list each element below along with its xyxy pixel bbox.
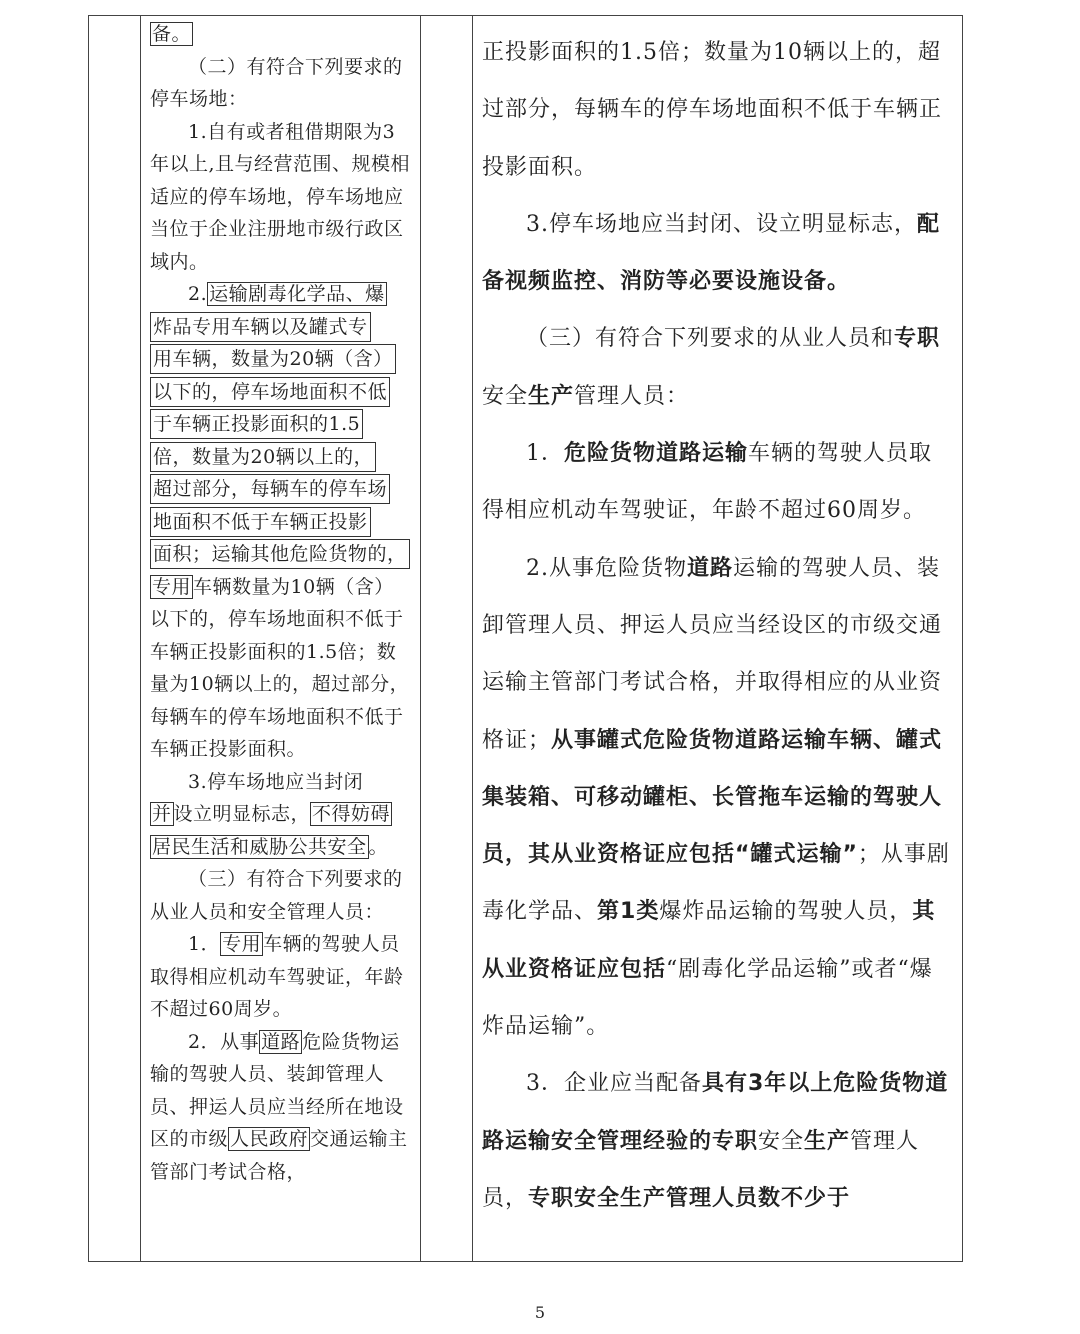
revision-mark: 用车辆，数量为20辆（含） <box>150 343 412 376</box>
section-heading: （三）有符合下列要求的从业人员和安全管理人员： <box>150 868 403 923</box>
clause-2-continued: 专用 车辆数量为10辆（含）以下的，停车场地面积不低于车辆正投影面积的1.5倍；数量为10辆以上的，超过部分，每辆车的停车场地面积不低于车辆正投影面积。 <box>150 575 410 760</box>
revision-mark: 倍，数量为20辆以上的， <box>150 441 412 474</box>
clause-1: 1.自有或者租借期限为3年以上,且与经营范围、规模相适应的停车场地，停车场地应当位于企业注册地市级行政区域内。 <box>150 120 411 273</box>
revision-mark: 居民生活和威胁公共安全 <box>152 835 367 858</box>
revision-mark: 运输剧毒化学品、爆 <box>209 283 385 305</box>
revision-mark: 并 <box>152 803 172 825</box>
revision-mark: 于车辆正投影面积的1.5 <box>150 408 412 441</box>
clause-2: 2. 运输剧毒化学品、爆 <box>188 283 385 305</box>
page-number: 5 <box>534 1303 546 1322</box>
clause-2: 2．从事 道路 危险货物运输的驾驶人员、装卸管理人员、押运人员应当经所在地设区的市级 人民政府 交通运输主管部门考试合格， <box>150 1030 408 1183</box>
revision-mark: 不得妨碍 <box>312 803 391 825</box>
revision-mark: 炸品专用车辆以及罐式专 <box>150 311 412 344</box>
revision-mark: 专用 <box>222 933 262 955</box>
clause-3-continued: 并 设立明显标志， 不得妨碍 <box>152 803 391 825</box>
revision-mark: 道路 <box>261 1030 301 1053</box>
revision-mark: 专用 <box>152 575 192 598</box>
text-line: 备。 <box>152 23 192 45</box>
revision-mark: 人民政府 <box>230 1128 309 1150</box>
clause-1: 1． 专用 车辆的驾驶人员取得相应机动车驾驶证，年龄不超过60周岁。 <box>150 933 404 1020</box>
clause-2: 2.从事危险货物道路运输的驾驶人员、装卸管理人员、押运人员应当经设区的市级交通运输主管部门考试合格，并取得相应的从业资格证；从事罐式危险货物道路运输车辆、罐式集装箱、可移动罐柜、长管拖车运输的驾驶人员，其从业资格证应包括“罐式运输”；从事剧毒化学品、第1类爆炸品运输的驾驶人员，其从业资格证应包括“剧毒化学品运输”或者“爆炸品运输”。 <box>482 555 950 1040</box>
revision-mark: 超过部分，每辆车的停车场 <box>150 473 412 506</box>
clause-3: 3.停车场地应当封闭 <box>188 770 364 793</box>
clause-3-continued: 居民生活和威胁公共安全 。 <box>152 835 389 858</box>
revision-mark: 地面积不低于车辆正投影 <box>150 506 412 539</box>
column-divider <box>140 15 141 1262</box>
original-text-column <box>150 18 412 1188</box>
paragraph: 正投影面积的1.5倍；数量为10辆以上的，超过部分，每辆车的停车场地面积不低于车辆正投影面积。 <box>482 40 943 180</box>
section-heading: （二）有符合下列要求的停车场地： <box>150 55 403 110</box>
revision-mark: 以下的，停车场地面积不低 <box>150 376 412 409</box>
section-heading: （三）有符合下列要求的从业人员和专职安全生产管理人员： <box>482 326 941 409</box>
clause-3: 3．企业应当配备具有3年以上危险货物道路运输安全管理经验的专职安全生产管理人员，专职安全生产管理人员数不少于 <box>482 1071 949 1211</box>
revised-text-column <box>482 24 952 1227</box>
clause-1: 1．危险货物道路运输车辆的驾驶人员取得相应机动车驾驶证，年龄不超过60周岁。 <box>482 441 933 524</box>
column-divider <box>472 15 473 1262</box>
column-divider <box>420 15 421 1262</box>
clause-3: 3.停车场地应当封闭、设立明显标志，配备视频监控、消防等必要设施设备。 <box>482 211 941 295</box>
revision-mark: 面积；运输其他危险货物的， <box>150 538 412 571</box>
